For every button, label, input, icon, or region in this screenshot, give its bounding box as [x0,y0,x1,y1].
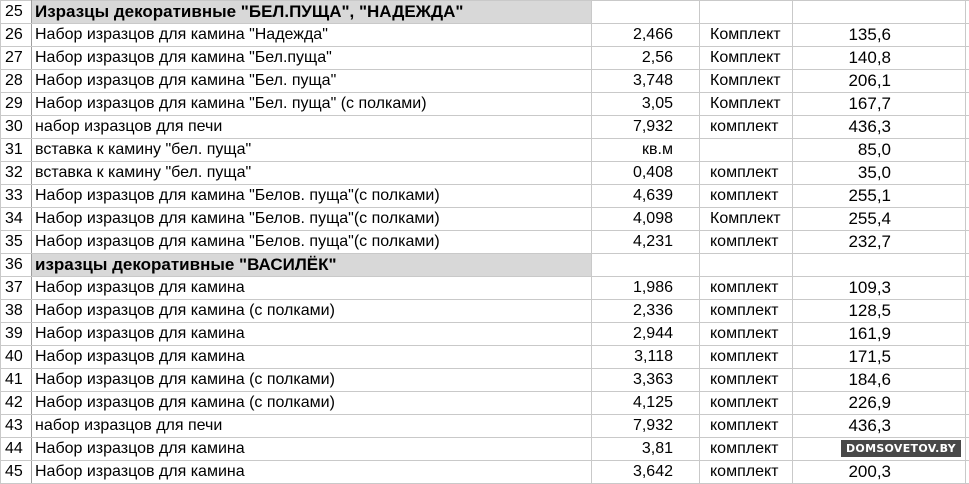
empty-cell[interactable] [592,1,700,24]
unit-cell[interactable]: комплект [700,231,793,254]
table-row [1,208,969,231]
spreadsheet-body [1,1,969,484]
unit-cell[interactable]: комплект [700,369,793,392]
empty-cell[interactable] [592,254,700,277]
empty-cell[interactable] [966,438,969,461]
quantity-cell[interactable]: 3,363 [592,369,700,392]
unit-cell[interactable]: комплект [700,277,793,300]
product-name-cell[interactable]: Набор изразцов для камина [32,461,592,484]
quantity-cell[interactable]: 3,642 [592,461,700,484]
quantity-cell[interactable]: 4,639 [592,185,700,208]
unit-cell[interactable]: комплект [700,185,793,208]
quantity-cell[interactable]: 3,81 [592,438,700,461]
table-row [1,93,969,116]
table-row [1,392,969,415]
table-row [1,70,969,93]
watermark-logo: DOMSOVETOV.BY [840,439,962,458]
unit-cell[interactable]: Комплект [700,93,793,116]
quantity-cell[interactable]: 2,336 [592,300,700,323]
quantity-cell[interactable]: 3,05 [592,93,700,116]
table-row [1,438,969,461]
price-cell[interactable]: 109,3 [793,277,966,300]
quantity-cell[interactable]: 3,118 [592,346,700,369]
price-cell[interactable]: 206,1 [793,70,966,93]
empty-cell[interactable] [966,323,969,346]
table-row [1,24,969,47]
price-cell[interactable]: 184,6 [793,369,966,392]
row-number[interactable]: 25 [1,1,32,24]
table-row [1,346,969,369]
quantity-cell[interactable]: 0,408 [592,162,700,185]
unit-cell[interactable]: Комплект [700,47,793,70]
quantity-cell[interactable]: кв.м [592,139,700,162]
empty-cell[interactable] [966,93,969,116]
product-name-cell[interactable]: Набор изразцов для камина "Белов. пуща"(с полками) [32,208,592,231]
empty-cell[interactable] [700,1,793,24]
row-number[interactable]: 44 [1,438,32,461]
table-row [1,323,969,346]
section-header-row [1,254,969,277]
empty-cell[interactable] [966,277,969,300]
row-number[interactable]: 26 [1,24,32,47]
row-number[interactable]: 36 [1,254,32,277]
row-number[interactable]: 31 [1,139,32,162]
product-name-cell[interactable]: Набор изразцов для камина "Белов. пуща"(с полками) [32,185,592,208]
quantity-cell[interactable]: 1,986 [592,277,700,300]
product-name-cell[interactable]: Набор изразцов для камина "Белов. пуща"(с полками) [32,231,592,254]
empty-cell[interactable] [966,208,969,231]
price-cell[interactable]: 85,0 [793,139,966,162]
product-name-cell[interactable]: Набор изразцов для камина [32,323,592,346]
empty-cell[interactable] [966,185,969,208]
price-cell[interactable]: 232,7 [793,231,966,254]
quantity-cell[interactable]: 7,932 [592,415,700,438]
row-number[interactable]: 28 [1,70,32,93]
quantity-cell[interactable]: 7,932 [592,116,700,139]
product-name-cell[interactable]: вставка к камину "бел. пуща" [32,139,592,162]
empty-cell[interactable] [966,116,969,139]
unit-cell[interactable]: комплект [700,116,793,139]
section-header-row [1,1,969,24]
section-title-cell[interactable]: изразцы декоративные "ВАСИЛЁК" [32,254,592,277]
price-cell[interactable]: 436,3 [793,415,966,438]
price-cell[interactable]: 255,1 [793,185,966,208]
price-cell[interactable]: 161,9 [793,323,966,346]
product-name-cell[interactable]: набор изразцов для печи [32,116,592,139]
empty-cell[interactable] [966,70,969,93]
unit-cell[interactable]: комплект [700,162,793,185]
product-name-cell[interactable]: Набор изразцов для камина (с полками) [32,369,592,392]
unit-cell[interactable]: комплект [700,415,793,438]
quantity-cell[interactable]: 4,098 [592,208,700,231]
price-cell[interactable]: 128,5 [793,300,966,323]
unit-cell[interactable]: комплект [700,323,793,346]
empty-cell[interactable] [966,415,969,438]
row-number[interactable]: 45 [1,461,32,484]
unit-cell[interactable]: Комплект [700,24,793,47]
product-name-cell[interactable]: Набор изразцов для камина (с полками) [32,392,592,415]
unit-cell[interactable] [700,139,793,162]
price-cell[interactable]: 140,8 [793,47,966,70]
unit-cell[interactable]: комплект [700,461,793,484]
empty-cell[interactable] [700,254,793,277]
product-name-cell[interactable]: Набор изразцов для камина [32,438,592,461]
product-name-cell[interactable]: вставка к камину "бел. пуща" [32,162,592,185]
unit-cell[interactable]: Комплект [700,70,793,93]
empty-cell[interactable] [966,47,969,70]
row-number[interactable]: 40 [1,346,32,369]
empty-cell[interactable] [966,162,969,185]
table-row [1,300,969,323]
price-cell[interactable]: 255,4 [793,208,966,231]
quantity-cell[interactable]: 4,125 [592,392,700,415]
product-name-cell[interactable]: Набор изразцов для камина [32,277,592,300]
row-number[interactable]: 39 [1,323,32,346]
price-cell[interactable]: 171,5 [793,346,966,369]
quantity-cell[interactable]: 3,748 [592,70,700,93]
product-name-cell[interactable]: Набор изразцов для камина [32,346,592,369]
unit-cell[interactable]: комплект [700,300,793,323]
row-number[interactable]: 27 [1,47,32,70]
section-title-cell[interactable]: Изразцы декоративные "БЕЛ.ПУЩА", "НАДЕЖДА" [32,1,592,24]
empty-cell[interactable] [966,254,969,277]
empty-cell[interactable] [966,346,969,369]
product-name-cell[interactable]: Набор изразцов для камина "Бел. пуща" [32,70,592,93]
empty-cell[interactable] [966,231,969,254]
table-row [1,47,969,70]
row-number[interactable]: 42 [1,392,32,415]
quantity-cell[interactable]: 2,466 [592,24,700,47]
price-cell[interactable]: 135,6 [793,24,966,47]
price-cell[interactable]: 226,9 [793,392,966,415]
row-number[interactable]: 34 [1,208,32,231]
table-row [1,415,969,438]
unit-cell[interactable]: комплект [700,346,793,369]
product-name-cell[interactable]: Набор изразцов для камина (с полками) [32,300,592,323]
price-cell[interactable]: 436,3 [793,116,966,139]
unit-cell[interactable]: Комплект [700,208,793,231]
table-row [1,139,969,162]
row-number[interactable]: 32 [1,162,32,185]
empty-cell[interactable] [793,254,966,277]
product-name-cell[interactable]: Набор изразцов для камина "Бел.пуща" [32,47,592,70]
table-row [1,116,969,139]
empty-cell[interactable] [966,392,969,415]
empty-cell[interactable] [793,1,966,24]
empty-cell[interactable] [966,461,969,484]
row-number[interactable]: 29 [1,93,32,116]
product-name-cell[interactable]: Набор изразцов для камина "Бел. пуща" (с полками) [32,93,592,116]
row-number[interactable]: 33 [1,185,32,208]
product-name-cell[interactable]: Набор изразцов для камина "Надежда" [32,24,592,47]
unit-cell[interactable]: комплект [700,392,793,415]
row-number[interactable]: 37 [1,277,32,300]
table-row [1,277,969,300]
table-row [1,461,969,484]
row-number[interactable]: 38 [1,300,32,323]
empty-cell[interactable] [966,139,969,162]
price-cell[interactable]: 200,3 [793,461,966,484]
row-number[interactable]: 35 [1,231,32,254]
empty-cell[interactable] [966,300,969,323]
unit-cell[interactable]: комплект [700,438,793,461]
row-number[interactable]: 43 [1,415,32,438]
empty-cell[interactable] [966,24,969,47]
quantity-cell[interactable]: 2,56 [592,47,700,70]
row-number[interactable]: 30 [1,116,32,139]
quantity-cell[interactable]: 2,944 [592,323,700,346]
table-row [1,231,969,254]
quantity-cell[interactable]: 4,231 [592,231,700,254]
price-cell[interactable]: 35,0 [793,162,966,185]
empty-cell[interactable] [966,369,969,392]
price-cell[interactable]: 167,7 [793,93,966,116]
product-name-cell[interactable]: набор изразцов для печи [32,415,592,438]
table-row [1,162,969,185]
row-number[interactable]: 41 [1,369,32,392]
table-row [1,369,969,392]
empty-cell[interactable] [966,1,969,24]
table-row [1,185,969,208]
